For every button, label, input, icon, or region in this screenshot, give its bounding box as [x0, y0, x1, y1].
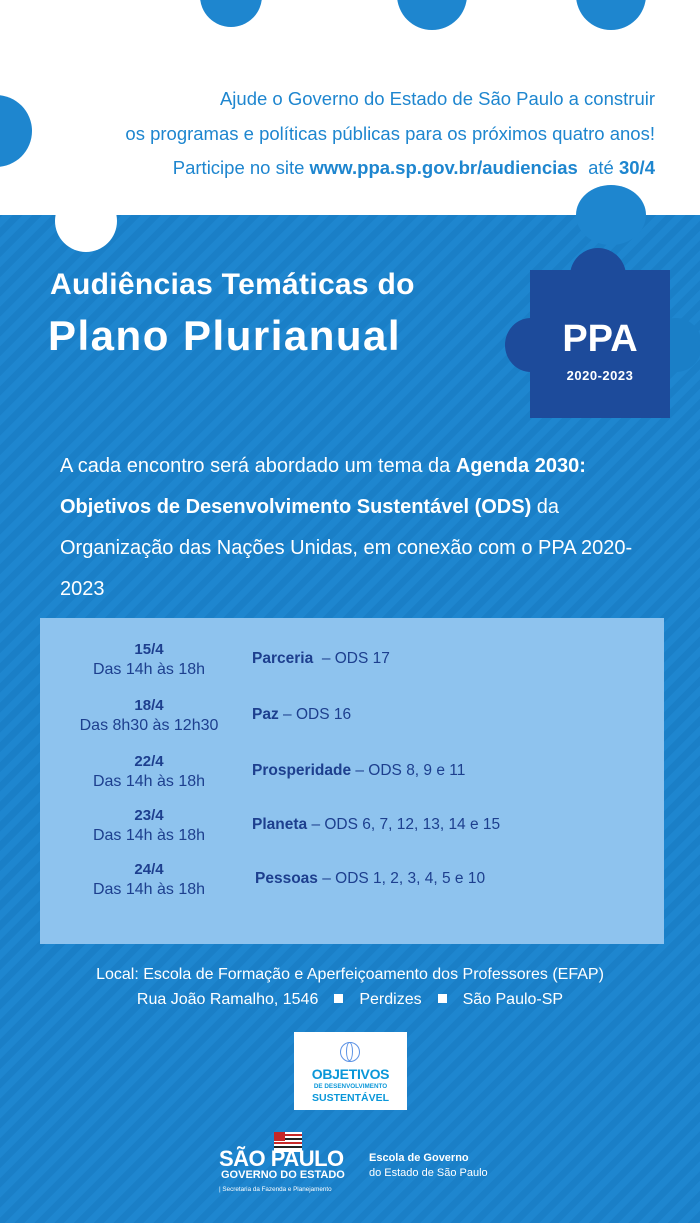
theme-name: Pessoas — [255, 870, 318, 887]
puzzle-knob — [55, 190, 117, 252]
intro-line-3-mid: até — [577, 157, 619, 178]
hours-label: Das 14h às 18h — [92, 773, 206, 790]
ods-logo-line-3: SUSTENTÁVEL — [311, 1092, 389, 1104]
session-theme — [252, 706, 351, 724]
ods-logo — [294, 1032, 407, 1110]
intro-line-3-prefix: Participe no site — [172, 157, 310, 178]
sp-logo-secretaria: | Secretaria da Fazenda e Planejamento — [219, 1186, 332, 1193]
escola-governo-title: Escola de Governo — [369, 1152, 469, 1164]
un-globe-icon — [340, 1042, 360, 1062]
ppa-years: 2020-2023 — [566, 368, 634, 383]
website-link[interactable]: www.ppa.sp.gov.br/audiencias — [309, 157, 578, 178]
ppa-badge — [530, 270, 670, 418]
puzzle-knob — [576, 185, 646, 245]
date-label: 24/4 — [134, 861, 164, 878]
deadline-date: 30/4 — [618, 157, 655, 178]
schedule-row — [40, 806, 664, 856]
session-date — [60, 806, 238, 846]
square-bullet-icon — [334, 994, 343, 1003]
session-date — [60, 752, 238, 792]
hours-label: Das 14h às 18h — [92, 827, 206, 844]
theme-ods: – ODS 17 — [313, 650, 390, 667]
schedule-row — [40, 860, 664, 910]
location-line-2 — [0, 987, 700, 1012]
session-theme — [255, 870, 485, 888]
title-line-1: Audiências Temáticas do — [50, 268, 415, 301]
square-bullet-icon — [438, 994, 447, 1003]
date-label: 18/4 — [134, 697, 164, 714]
escola-governo-sub: do Estado de São Paulo — [369, 1167, 488, 1179]
description-part-1: A cada encontro será abordado um tema da — [60, 455, 456, 477]
title-line-2: Plano Plurianual — [48, 312, 402, 359]
address-street: Rua João Ramalho, 1546 — [136, 991, 319, 1008]
description-bold: Agenda 2030: Objetivos de Desenvolvimento Sustentável (ODS) — [60, 455, 586, 518]
location-line-1: Local: Escola de Formação e Aperfeiçoamento dos Professores (EFAP) — [96, 966, 604, 983]
session-date — [60, 640, 238, 680]
session-date — [60, 860, 238, 900]
session-theme — [252, 650, 390, 668]
ppa-label: PPA — [562, 318, 638, 360]
schedule-row — [40, 752, 664, 802]
theme-name: Planeta — [252, 816, 308, 833]
sp-logo-name: SÃO PAULO — [219, 1146, 344, 1171]
theme-ods: – ODS 1, 2, 3, 4, 5 e 10 — [317, 870, 486, 887]
theme-name: Parceria — [252, 650, 314, 667]
intro-line-3 — [125, 151, 655, 186]
theme-ods: – ODS 16 — [278, 706, 352, 723]
description-part-2: da Organização das Nações Unidas, em conexão com o PPA 2020-2023 — [60, 496, 633, 600]
date-label: 23/4 — [134, 807, 164, 824]
theme-ods: – ODS 8, 9 e 11 — [351, 762, 466, 779]
intro-line-1: Ajude o Governo do Estado de São Paulo a construir — [219, 88, 655, 109]
ods-logo-line-2: DE DESENVOLVIMENTO — [313, 1083, 388, 1090]
intro-line-2: os programas e políticas públicas para os próximos quatro anos! — [125, 122, 655, 144]
date-label: 15/4 — [134, 641, 164, 658]
theme-ods: – ODS 6, 7, 12, 13, 14 e 15 — [307, 816, 501, 833]
schedule-row — [40, 696, 664, 746]
schedule-panel — [40, 618, 664, 944]
hours-label: Das 8h30 às 12h30 — [79, 717, 219, 734]
address-city: São Paulo-SP — [462, 991, 564, 1008]
ods-logo-line-1: OBJETIVOS — [311, 1066, 390, 1082]
theme-name: Prosperidade — [252, 762, 352, 779]
hours-label: Das 14h às 18h — [92, 881, 206, 898]
schedule-row — [40, 640, 664, 690]
address-district: Perdizes — [359, 991, 422, 1008]
date-label: 22/4 — [134, 753, 164, 770]
session-theme — [252, 816, 500, 834]
theme-name: Paz — [252, 706, 279, 723]
intro-text — [125, 82, 655, 186]
hours-label: Das 14h às 18h — [92, 661, 206, 678]
session-date — [60, 696, 238, 736]
sp-logo-gov: GOVERNO DO ESTADO — [221, 1169, 345, 1181]
session-theme — [252, 762, 465, 780]
description — [60, 446, 670, 610]
location — [0, 962, 700, 1012]
